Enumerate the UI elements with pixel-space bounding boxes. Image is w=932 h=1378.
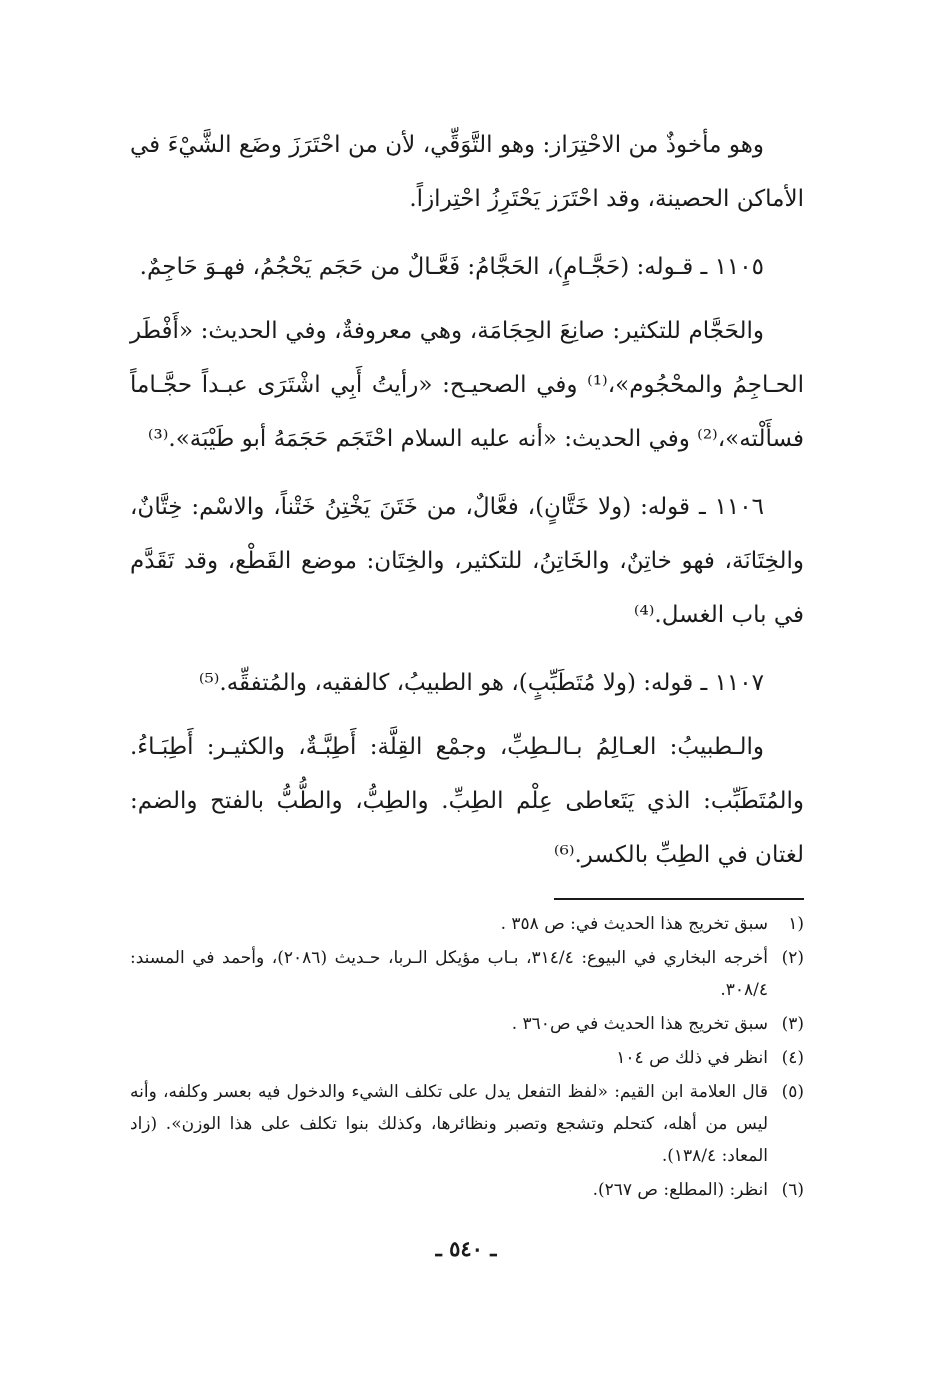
footnote-number: (١ <box>788 914 804 934</box>
footnote-text: قال العلامة ابن القيم: «لفظ التفعل يدل على تكلف الشيء والدخول فيه بعسر وكلفه، وأنه ليس من أهله، كتحلم وتشجع وتصبر ونظائرها، وكذلك بنوا تكلف على هذا الوزن». (زاد المعاد: ١٣٨/٤). <box>130 1082 768 1166</box>
footnote-5 <box>130 1076 804 1172</box>
footnote-number: (٢) <box>781 948 804 968</box>
footnote-number: (٦) <box>781 1180 804 1200</box>
paragraph-1106: ١١٠٦ ـ قوله: (ولا خَتَّانٍ)، فعَّالٌ، من خَتَنَ يَخْتِنُ خَتْناً، والاسْم: خِتَّانٌ، والخِتَانَة، فهو خاتِنٌ، والخَاتِنُ، للتكثير، والخِتَان: موضع القَطْع، وقد تَقَدَّم في باب الغسل.⁽⁴⁾ <box>130 494 804 628</box>
footnote-number: (٣) <box>781 1014 804 1034</box>
paragraph-1107: ١١٠٧ ـ قوله: (ولا مُتَطَبِّبٍ)، هو الطبيبُ، كالفقيه، والمُتفقِّه.⁽⁵⁾ <box>198 670 764 696</box>
paragraph-ihtiraz: وهو مأخوذٌ من الاحْتِرَاز: وهو التَّوَقِّي، لأن من احْتَرَزَ وضَع الشَّيْءَ في الأماكن الحصينة، وقد احْتَرَز يَحْتَرِزُ احْتِرازاً. <box>130 132 804 212</box>
page-number: ـ ٥٤٠ ـ <box>435 1236 497 1261</box>
footnote-text: انظر في ذلك ص ١٠٤ <box>616 1048 768 1068</box>
footnotes <box>130 898 804 1206</box>
footnote-number: (٤) <box>781 1048 804 1068</box>
footnote-6 <box>130 1174 804 1206</box>
footnote-text: انظر: (المطلع: ص ٢٦٧). <box>592 1180 768 1200</box>
footnote-2 <box>130 942 804 1006</box>
footnote-divider <box>554 898 804 900</box>
footnote-text: سبق تخريج هذا الحديث في: ص ٣٥٨ . <box>500 914 768 934</box>
footnote-number: (٥) <box>781 1082 804 1102</box>
footnote-4 <box>130 1042 804 1074</box>
footnote-text: أخرجه البخاري في البيوع: ٣١٤/٤، بـاب مؤيكل الـربا، حـديث (٢٠٨٦)، وأحمد في المسند: ٣٠٨/٤. <box>130 948 768 1000</box>
paragraph-hajjam: والحَجَّام للتكثير: صانِعَ الحِجَامَة، وهي معروفةٌ، وفي الحديث: «أَفْطَر الحـاجِمُ والمحْجُوم»،⁽¹⁾ وفي الصحيـح: «رأيتُ أَبِي اشْتَرَى عبـداً حجَّـاماً فسأَلْته»،⁽²⁾ وفي الحديث: «أنه عليه السلام احْتَجَم حَجَمَهُ أبو طَيْبَة».⁽³⁾ <box>130 318 804 452</box>
footnote-3 <box>130 1008 804 1040</box>
footnote-text: سبق تخريج هذا الحديث في ص٣٦٠ . <box>511 1014 768 1034</box>
paragraph-tabib: والـطبيبُ: العـالِمُ بـالـطِبِّ، وجمْع القِلَّة: أَطِبَّـةٌ، والكثيـر: أَطِبَـاءُ. والمُتَطَبِّب: الذي يَتَعاطى عِلْم الطِبِّ. والطِبُّ، والطُّبُّ بالفتح والضم: لغتان في الطِبِّ بالكسر.⁽⁶⁾ <box>130 734 804 868</box>
paragraph-1105: ١١٠٥ ـ قـوله: (حَجَّـامٍ)، الحَجَّامُ: فَعَّـالٌ من حَجَم يَحْجُمُ، فهـوَ حَاجِمٌ. <box>139 254 764 280</box>
main-text <box>130 118 804 896</box>
footnote-1 <box>130 908 804 940</box>
